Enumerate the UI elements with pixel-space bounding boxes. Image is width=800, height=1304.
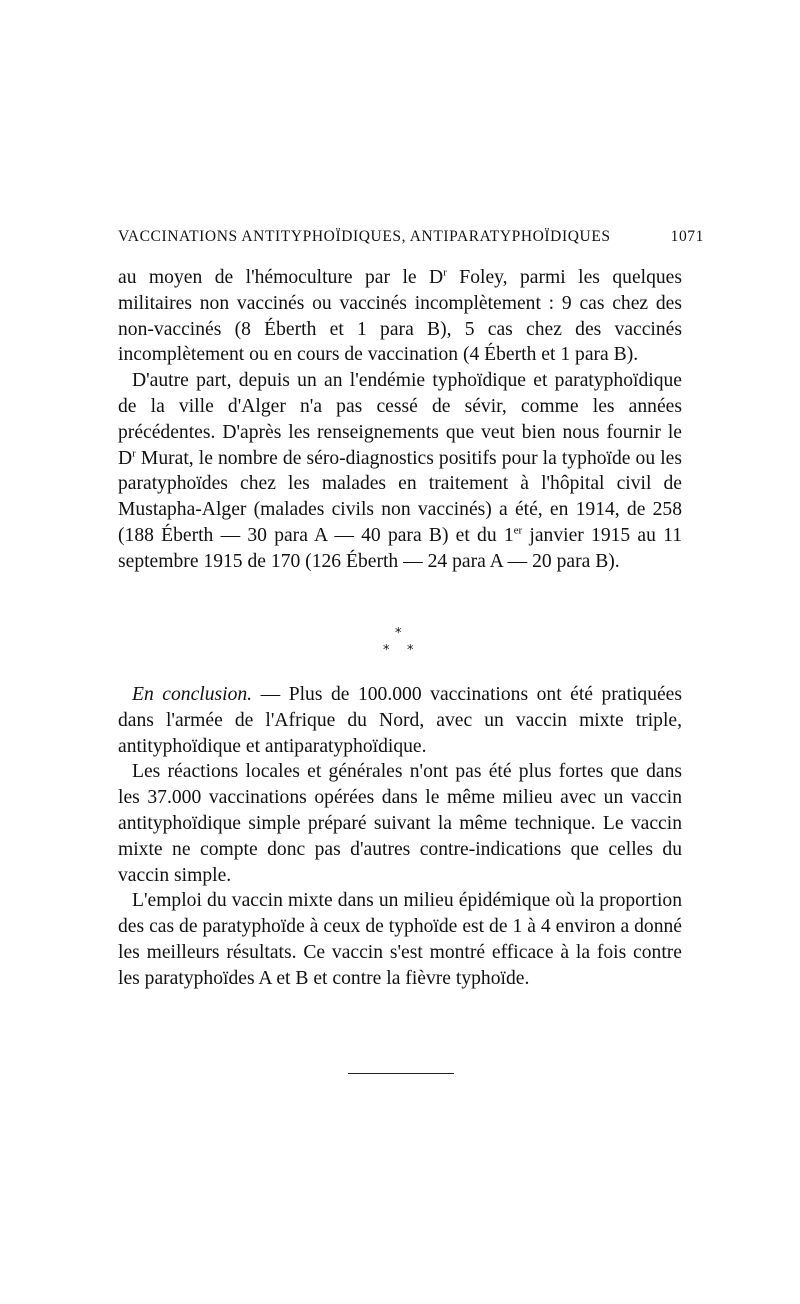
paragraph-conclusion xyxy=(118,682,682,759)
paragraph-endemie xyxy=(118,368,682,574)
end-rule-divider xyxy=(348,1073,454,1074)
paragraph-reactions: Les réactions locales et générales n'ont pas été plus fortes que dans les 37.000 vaccinations opérées dans le même milieu avec un vaccin antityphoïdique simple préparé suivant la même technique. Le vaccin mixte ne compte donc pas d'autres contre-indications que celles du vaccin simple. xyxy=(118,761,682,886)
paragraph-emploi: L'emploi du vaccin mixte dans un milieu épidémique où la proportion des cas de paratyphoïde à ceux de typhoïde est de 1 à 4 environ a donné les meilleurs résultats. Ce vaccin s'est montré efficace à la fois contre les paratyphoïdes A et B et contre la fièvre typhoïde. xyxy=(118,890,682,989)
asterism-star: * xyxy=(395,626,402,641)
text-block-conclusion xyxy=(118,682,682,992)
asterism-star: * xyxy=(383,643,390,658)
asterism-divider xyxy=(378,627,422,661)
superscript: r xyxy=(443,266,447,279)
running-title: VACCINATIONS ANTITYPHOÏDIQUES, ANTIPARATYPHOÏDIQUES xyxy=(118,228,611,245)
running-header xyxy=(118,228,704,246)
paragraph-text: Murat, le nombre de séro-diagnostics positifs pour la typhoïde ou les paratyphoïdes chez les malades en traitement à l'hôpital civil de Mustapha-Alger (malades civils non vaccinés) a été, en 1914, de 258 (188 Éberth — 30 para A — 40 para B) et du 1 xyxy=(118,447,682,546)
page-number: 1071 xyxy=(670,228,704,245)
paragraph-text: janvier 1915 au 11 septembre 1915 de 170 (126 Éberth — 24 para A — 20 para B). xyxy=(118,524,682,572)
conclusion-lead: En conclusion. xyxy=(132,684,253,705)
superscript: er xyxy=(513,524,523,537)
paragraph-text: — Plus de 100.000 vaccinations ont été pratiquées dans l'armée de l'Afrique du Nord, avec un vaccin mixte triple, antityphoïdique et antiparatyphoïdique. xyxy=(118,684,683,757)
text-block-upper xyxy=(118,265,682,575)
superscript: r xyxy=(132,447,136,460)
asterism-star: * xyxy=(407,643,414,658)
paragraph-hemoculture xyxy=(118,265,682,368)
paragraph-text: Foley, parmi les quelques militaires non vaccinés ou vaccinés incomplètement : 9 cas chez des non-vaccinés (8 Éberth et 1 para B), 5 cas chez des vaccinés incomplètement ou en cours de vaccination (4 Éberth et 1 para B). xyxy=(118,267,683,366)
paragraph-text: au moyen de l'hémoculture par le D xyxy=(118,267,444,288)
paragraph-text: D'autre part, depuis un an l'endémie typhoïdique et paratyphoïdique de la ville d'Alger n'a pas cessé de sévir, comme les années précédentes. D'après les renseignements que veut bien nous fournir le D xyxy=(118,370,682,469)
